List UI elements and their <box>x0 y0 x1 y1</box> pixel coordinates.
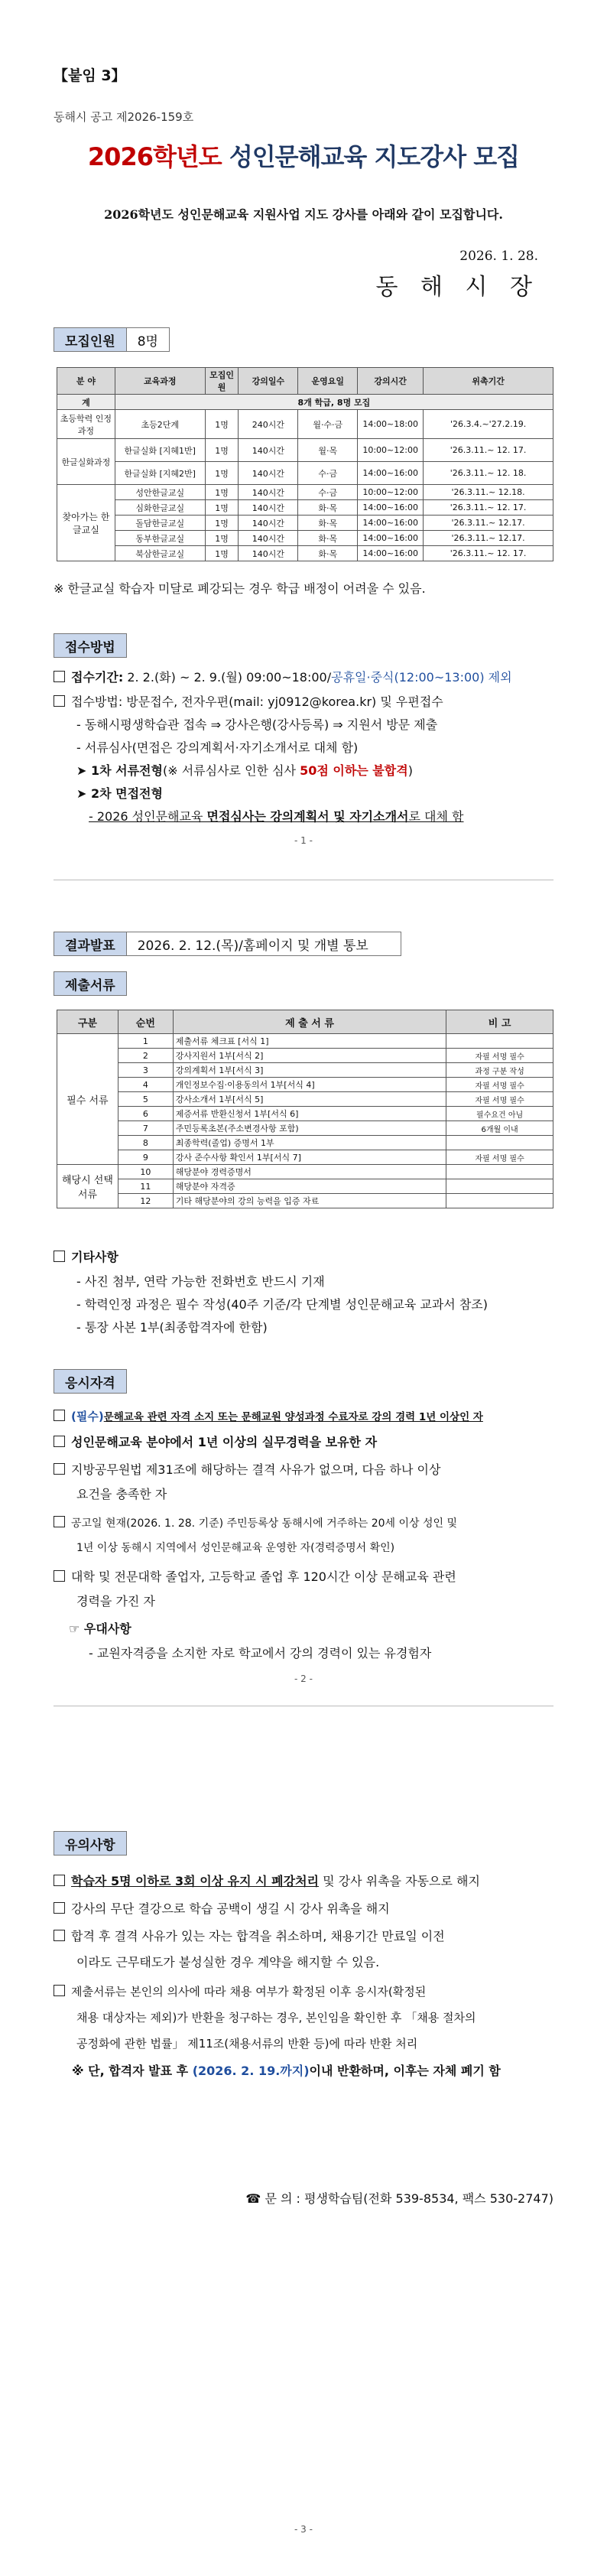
sub3-suffix: 로 대체 함 <box>408 809 464 824</box>
table-row <box>57 1107 553 1121</box>
caution-final <box>72 2062 501 2080</box>
cell-no: 11 <box>118 1179 173 1194</box>
table-row <box>57 462 553 485</box>
section-recruit <box>54 327 170 352</box>
cell-weekday: 월·수·금 <box>298 410 358 439</box>
cell-days: 140시간 <box>239 439 298 462</box>
col-header: 모집인원 <box>205 368 239 395</box>
table-row <box>57 546 553 561</box>
cell-doc: 강의계획서 1부[서식 3] <box>173 1063 446 1078</box>
col-header: 순번 <box>118 1010 173 1034</box>
caution-item3-cont: 이라도 근무태도가 불성실한 경우 계약을 해지할 수 있음. <box>76 1955 380 1969</box>
section-qual <box>54 1369 127 1394</box>
table-header-row <box>57 368 553 395</box>
cell-period: '26.3.11.~ 12. 18. <box>424 462 553 485</box>
cell-days: 140시간 <box>239 531 298 546</box>
cell-note: 자필 서명 필수 <box>446 1150 553 1165</box>
cell-field: 한글실화과정 <box>57 439 115 485</box>
checkbox-icon <box>54 1985 65 1996</box>
cell-doc: 주민등록초본(주소변경사항 포함) <box>173 1121 446 1136</box>
cell-days: 140시간 <box>239 485 298 500</box>
cell-no: 5 <box>118 1092 173 1107</box>
cell-time: 14:00~18:00 <box>358 410 424 439</box>
cell-course: 북삼한글교실 <box>115 546 205 561</box>
caution-item2-text: 강사의 무단 결강으로 학습 공백이 생길 시 강사 위촉을 해지 <box>71 1901 390 1916</box>
qual-item3-text: 지방공무원법 제31조에 해당하는 결격 사유가 없으며, 다음 하나 이상 <box>71 1462 441 1477</box>
apply-sub2: - 서류심사(면접은 강의계획서·자기소개서로 대체 함) <box>76 740 359 755</box>
etc-item: - 사진 첨부, 연락 가능한 전화번호 반드시 기재 <box>76 1274 325 1289</box>
apply-step1 <box>76 762 413 780</box>
col-header: 제 출 서 류 <box>173 1010 446 1034</box>
step1-close: ) <box>407 763 413 778</box>
cell-count: 1명 <box>205 500 239 516</box>
caution-item4 <box>54 1982 426 2001</box>
table-row <box>57 1034 553 1049</box>
sub3-bold: 면접심사는 강의계획서 및 자기소개서 <box>206 809 409 824</box>
cell-doc: 해당분야 자격증 <box>173 1179 446 1194</box>
cell-days: 140시간 <box>239 516 298 531</box>
table-row <box>57 516 553 531</box>
cell-no: 12 <box>118 1194 173 1208</box>
table-row <box>57 500 553 516</box>
total-label: 계 <box>57 395 115 410</box>
qual-item5-text: 대학 및 전문대학 졸업자, 고등학교 졸업 후 120시간 이상 문해교육 관련 <box>71 1569 456 1584</box>
apply-sub1: - 동해시평생학습관 접속 ⇒ 강사은행(강사등록) ⇒ 지원서 방문 제출 <box>76 717 438 732</box>
apply-method <box>54 693 443 711</box>
cell-count: 1명 <box>205 462 239 485</box>
title-year: 2026학년도 <box>87 142 222 171</box>
cell-days: 140시간 <box>239 462 298 485</box>
section-label: 제출서류 <box>54 972 126 995</box>
table-row <box>57 531 553 546</box>
cell-note <box>446 1165 553 1179</box>
table-row <box>57 1121 553 1136</box>
cell-days: 240시간 <box>239 410 298 439</box>
section-caution <box>54 1831 127 1856</box>
qual-item3 <box>54 1461 440 1479</box>
etc-title <box>54 1248 118 1267</box>
final-prefix: ※ 단, 합격자 발표 후 <box>72 2064 193 2078</box>
step1-fail: 50점 이하는 불합격 <box>300 763 408 778</box>
table-row <box>57 1136 553 1150</box>
cell-note: 과정 구분 작성 <box>446 1063 553 1078</box>
page-number: - 2 - <box>294 1673 313 1684</box>
section-value: 2026. 2. 12.(목)/홈페이지 및 개별 통보 <box>126 932 401 955</box>
col-header: 강의일수 <box>239 368 298 395</box>
cell-course: 초등2단계 <box>115 410 205 439</box>
section-docs <box>54 971 127 996</box>
cell-weekday: 화·목 <box>298 546 358 561</box>
checkbox-icon <box>54 671 65 682</box>
intro-text: 2026학년도 성인문해교육 지원사업 지도 강사를 아래와 같이 모집합니다. <box>104 207 503 222</box>
table-row <box>57 439 553 462</box>
page-title <box>0 138 607 173</box>
caution-item1 <box>54 1872 480 1891</box>
cell-count: 1명 <box>205 410 239 439</box>
cell-no: 10 <box>118 1165 173 1179</box>
cell-no: 1 <box>118 1034 173 1049</box>
cell-no: 9 <box>118 1150 173 1165</box>
section-result <box>54 932 401 956</box>
table-row <box>57 1150 553 1165</box>
qual-item3-cont: 요건을 충족한 자 <box>76 1487 167 1501</box>
title-rest: 성인문해교육 지도강사 모집 <box>221 142 520 171</box>
apply-period <box>54 668 512 687</box>
col-header: 교육과정 <box>115 368 205 395</box>
cell-period: '26.3.11.~ 12.18. <box>424 485 553 500</box>
table-row <box>57 1194 553 1208</box>
caution-item1-bold: 학습자 5명 이하로 3회 이상 유지 시 폐강처리 <box>71 1874 320 1888</box>
cell-time: 14:00~16:00 <box>358 462 424 485</box>
checkbox-icon <box>54 1251 65 1262</box>
cell-no: 7 <box>118 1121 173 1136</box>
cell-time: 10:00~12:00 <box>358 439 424 462</box>
sub3-prefix: - 2026 성인문해교육 <box>89 809 207 824</box>
qual-item4-text: 공고일 현재(2026. 1. 28. 기준) 주민등록상 동해시에 거주하는 20세 이상 성인 및 <box>71 1517 458 1530</box>
checkbox-icon <box>54 1516 65 1527</box>
section-value: 8명 <box>126 328 169 351</box>
cell-no: 4 <box>118 1078 173 1092</box>
cell-no: 6 <box>118 1107 173 1121</box>
qual-required: (필수) <box>71 1410 104 1423</box>
checkbox-icon <box>54 1902 65 1914</box>
table-row <box>57 1063 553 1078</box>
cell-note <box>446 1194 553 1208</box>
cell-course: 성안한글교실 <box>115 485 205 500</box>
page-number: - 1 - <box>294 835 313 846</box>
table-row <box>57 1078 553 1092</box>
apply-sub3 <box>89 808 464 826</box>
period-text: 2. 2.(화) ~ 2. 9.(월) 09:00~18:00/ <box>123 670 332 685</box>
cell-weekday: 수·금 <box>298 462 358 485</box>
cell-period: '26.3.4.~'27.2.19. <box>424 410 553 439</box>
cell-no: 3 <box>118 1063 173 1078</box>
cell-count: 1명 <box>205 516 239 531</box>
cell-period: '26.3.11.~ 12. 17. <box>424 546 553 561</box>
etc-item: - 학력인정 과정은 필수 작성(40주 기준/각 단계별 성인문해교육 교과서 참조) <box>76 1297 489 1312</box>
cell-doc: 강사지원서 1부[서식 2] <box>173 1049 446 1063</box>
cell-no: 8 <box>118 1136 173 1150</box>
pref-title: ☞ 우대사항 <box>69 1621 131 1636</box>
cell-time: 10:00~12:00 <box>358 485 424 500</box>
total-row <box>57 395 553 410</box>
caution-item4-text: 제출서류는 본인의 의사에 따라 채용 여부가 확정된 이후 응시자(확정된 <box>71 1985 427 1999</box>
issuer: 동 해 시 장 <box>375 274 540 301</box>
cell-doc: 해당분야 경력증명서 <box>173 1165 446 1179</box>
cell-time: 14:00~16:00 <box>358 500 424 516</box>
cell-days: 140시간 <box>239 546 298 561</box>
cell-doc: 강사 준수사항 확인서 1부[서식 7] <box>173 1150 446 1165</box>
cell-no: 2 <box>118 1049 173 1063</box>
cell-period: '26.3.11.~ 12.17. <box>424 516 553 531</box>
notice-number: 동해시 공고 제2026-159호 <box>54 110 194 124</box>
col-header: 구분 <box>57 1010 118 1034</box>
cell-period: '26.3.11.~ 12. 17. <box>424 439 553 462</box>
cell-course: 돌담한글교실 <box>115 516 205 531</box>
qual-item1-text: 문해교육 관련 자격 소지 또는 문해교원 양성과정 수료자로 강의 경력 1년 이상인 자 <box>103 1411 483 1423</box>
method-text: 접수방법: 방문접수, 전자우편(mail: yj0912@korea.kr) 및 우편접수 <box>71 694 443 709</box>
notice-date: 2026. 1. 28. <box>459 249 538 264</box>
cell-period: '26.3.11.~ 12.17. <box>424 531 553 546</box>
attachment-label: 【붙임 3】 <box>54 67 126 84</box>
caution-item3 <box>54 1927 445 1946</box>
cell-weekday: 수·금 <box>298 485 358 500</box>
page-number: - 3 - <box>294 2524 313 2535</box>
checkbox-icon <box>54 1875 65 1886</box>
cell-note: 6개월 이내 <box>446 1121 553 1136</box>
cell-time: 14:00~16:00 <box>358 531 424 546</box>
cell-field: 찾아가는 한글교실 <box>57 485 115 561</box>
table-row <box>57 1179 553 1194</box>
cell-weekday: 화·목 <box>298 531 358 546</box>
table-row <box>57 1165 553 1179</box>
period-label: 접수기간: <box>71 670 124 685</box>
cell-note: 자필 서명 필수 <box>446 1092 553 1107</box>
cell-doc: 기타 해당분야의 강의 능력을 입증 자료 <box>173 1194 446 1208</box>
caution-item1-text: 및 강사 위촉을 자동으로 해지 <box>319 1874 480 1888</box>
table-row <box>57 1092 553 1107</box>
step1-title: ➤ 1차 서류전형 <box>76 763 163 778</box>
cell-field: 초등학력 인정과정 <box>57 410 115 439</box>
period-excluded: 공휴일·중식(12:00~13:00) 제외 <box>331 670 512 685</box>
table-row <box>57 410 553 439</box>
section-apply <box>54 633 127 658</box>
cell-weekday: 화·목 <box>298 500 358 516</box>
qual-item4-cont: 1년 이상 동해시 지역에서 성인문해교육 운영한 자(경력증명서 확인) <box>76 1542 395 1554</box>
cell-note <box>446 1179 553 1194</box>
cell-course: 한글실화 [지혜2반] <box>115 462 205 485</box>
cell-doc: 최종학력(졸업) 증명서 1부 <box>173 1136 446 1150</box>
cell-time: 14:00~16:00 <box>358 516 424 531</box>
qual-item5 <box>54 1568 456 1586</box>
cell-count: 1명 <box>205 546 239 561</box>
cell-count: 1명 <box>205 485 239 500</box>
col-header: 운영요일 <box>298 368 358 395</box>
cell-days: 140시간 <box>239 500 298 516</box>
caution-item3-text: 합격 후 결격 사유가 있는 자는 합격을 취소하며, 채용기간 만료일 이전 <box>71 1929 445 1943</box>
cell-weekday: 화·목 <box>298 516 358 531</box>
etc-item: - 통장 사본 1부(최종합격자에 한함) <box>76 1320 268 1335</box>
checkbox-icon <box>54 1463 65 1475</box>
table-row <box>57 485 553 500</box>
cell-note <box>446 1136 553 1150</box>
caution-item4-cont2: 공정화에 관한 법률」 제11조(채용서류의 반환 등)에 따라 반환 처리 <box>76 2037 418 2051</box>
caution-item4-cont: 채용 대상자는 제외)가 반환을 청구하는 경우, 본인임을 확인한 후 「채용 절차의 <box>76 2011 476 2025</box>
cell-period: '26.3.11.~ 12. 17. <box>424 500 553 516</box>
qual-item2-text: 성인문해교육 분야에서 1년 이상의 실무경력을 보유한 자 <box>71 1435 378 1449</box>
table-row <box>57 1049 553 1063</box>
section-label: 유의사항 <box>54 1832 126 1855</box>
cell-course: 동부한글교실 <box>115 531 205 546</box>
section-label: 모집인원 <box>54 328 126 351</box>
cell-course: 한글실화 [지혜1반] <box>115 439 205 462</box>
checkbox-icon <box>54 1410 65 1421</box>
cell-weekday: 월·목 <box>298 439 358 462</box>
step1-note: (※ 서류심사로 인한 심사 <box>162 763 300 778</box>
cell-course: 심화한글교실 <box>115 500 205 516</box>
group-label: 해당시 선택 서류 <box>57 1165 118 1208</box>
checkbox-icon <box>54 695 65 707</box>
cell-count: 1명 <box>205 531 239 546</box>
docs-table <box>57 1010 553 1208</box>
final-deadline: (2026. 2. 19.까지) <box>192 2064 310 2078</box>
group-label: 필수 서류 <box>57 1034 118 1165</box>
total-value: 8개 학급, 8명 모집 <box>115 395 553 410</box>
recruit-table <box>57 367 553 561</box>
cell-doc: 개인정보수집·이용동의서 1부[서식 4] <box>173 1078 446 1092</box>
col-header: 분 야 <box>57 368 115 395</box>
apply-step2: ➤ 2차 면접전형 <box>76 786 163 801</box>
cell-doc: 강사소개서 1부[서식 5] <box>173 1092 446 1107</box>
pref-item: - 교원자격증을 소지한 자로 학교에서 강의 경력이 있는 유경험자 <box>89 1646 432 1660</box>
cell-note: 자필 서명 필수 <box>446 1078 553 1092</box>
cell-count: 1명 <box>205 439 239 462</box>
etc-title-text: 기타사항 <box>71 1250 118 1264</box>
checkbox-icon <box>54 1436 65 1447</box>
caution-item2 <box>54 1900 390 1918</box>
final-suffix: 이내 반환하며, 이후는 자체 폐기 함 <box>309 2064 501 2078</box>
cell-note: 필수요건 아님 <box>446 1107 553 1121</box>
section-label: 결과발표 <box>54 932 126 955</box>
cell-note <box>446 1034 553 1049</box>
checkbox-icon <box>54 1930 65 1941</box>
qual-item2 <box>54 1433 377 1452</box>
qual-item4 <box>54 1514 457 1533</box>
table-header-row <box>57 1010 553 1034</box>
checkbox-icon <box>54 1570 65 1582</box>
cell-doc: 제출서류 체크표 [서식 1] <box>173 1034 446 1049</box>
col-header: 비 고 <box>446 1010 553 1034</box>
col-header: 강의시간 <box>358 368 424 395</box>
cell-time: 14:00~16:00 <box>358 546 424 561</box>
section-label: 응시자격 <box>54 1370 126 1393</box>
qual-item5-cont: 경력을 가진 자 <box>76 1594 155 1608</box>
cell-note: 자필 서명 필수 <box>446 1049 553 1063</box>
qual-item1 <box>54 1407 483 1426</box>
cell-doc: 제증서류 반환신청서 1부[서식 6] <box>173 1107 446 1121</box>
recruit-note: ※ 한글교실 학습자 미달로 폐강되는 경우 학급 배정이 어려울 수 있음. <box>54 581 426 596</box>
section-label: 접수방법 <box>54 634 126 657</box>
contact-info: ☎ 문 의 : 평생학습팀(전화 539-8534, 팩스 530-2747) <box>245 2191 553 2206</box>
col-header: 위촉기간 <box>424 368 553 395</box>
